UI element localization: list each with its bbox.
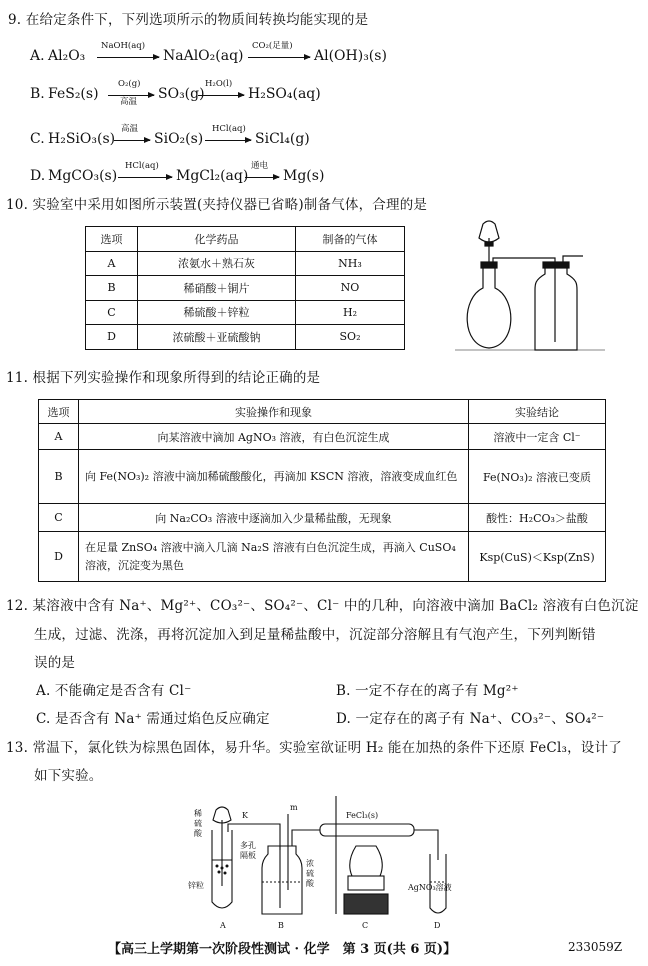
- q13-apparatus-figure: [180, 790, 480, 930]
- q11-cell: 溶液中一定含 Cl⁻: [469, 424, 606, 450]
- q9-b-letter: B.: [30, 86, 45, 102]
- label-porous2: 隔板: [240, 851, 256, 860]
- c-stand-base: [344, 894, 388, 914]
- label-fecl3: FeCl₃(s): [346, 811, 379, 820]
- q10-table-header: [86, 227, 405, 252]
- bottle-stopper: [543, 262, 569, 268]
- q10-cell: D: [86, 325, 138, 350]
- q10-h-reagents: 化学药品: [138, 227, 296, 252]
- q10-cell: 稀硝酸＋铜片: [138, 276, 296, 301]
- q10-cell: 稀硫酸＋锌粒: [138, 300, 296, 325]
- collection-bottle: [535, 264, 577, 350]
- label-b: B: [278, 921, 284, 930]
- q10-cell: C: [86, 300, 138, 325]
- q11-h-conclusion: 实验结论: [469, 400, 606, 424]
- q9-c-arrow2: [205, 140, 251, 141]
- q11-cell: Fe(NO₃)₂ 溶液已变质: [469, 450, 606, 504]
- q12-option-d: D. 一定存在的离子有 Na⁺、CO₃²⁻、SO₄²⁻: [336, 711, 605, 727]
- q10-cell: SO₂: [296, 325, 405, 350]
- table-row: [86, 325, 405, 350]
- q9-b-arrow1: [108, 95, 154, 96]
- q11-cell: 酸性：H₂CO₃＞盐酸: [469, 504, 606, 532]
- q11-cell: 在足量 ZnSO₄ 溶液中滴入几滴 Na₂S 溶液有白色沉淀生成，再滴入 CuSO₄ 溶液，沉淀变为黑色: [79, 532, 469, 582]
- q9-d-s1: MgCO₃(s): [48, 168, 118, 184]
- q11-table-header: [39, 400, 606, 424]
- q9-d-s2: MgCl₂(aq): [176, 168, 249, 184]
- label-d: D: [434, 921, 441, 930]
- q9-b-s3: H₂SO₄(aq): [248, 86, 321, 102]
- q9-b-s1: FeS₂(s): [48, 86, 99, 102]
- q11-cell: Ksp(CuS)＜Ksp(ZnS): [469, 532, 606, 582]
- c-to-d-tube: [414, 830, 438, 860]
- label-sulfuric: 硫: [194, 819, 202, 828]
- q10-apparatus-figure: [455, 218, 605, 358]
- label-m: m: [290, 803, 298, 812]
- round-flask: [467, 262, 511, 348]
- q9-d-c2: 通电: [251, 161, 269, 171]
- b-to-c-tube: [292, 830, 320, 846]
- label-acid: 酸: [194, 829, 202, 838]
- q9-a-arrow2: [248, 57, 310, 58]
- q9-c-letter: C.: [30, 131, 45, 147]
- q11-cell: 向 Fe(NO₃)₂ 溶液中滴加稀硫酸酸化，再滴加 KSCN 溶液，溶液变成血红色: [79, 450, 469, 504]
- table-row: [86, 251, 405, 276]
- q11-table: [38, 399, 606, 582]
- c-reaction-tube: [320, 824, 414, 836]
- paper-code: 233059Z: [568, 940, 623, 954]
- q9-d-arrow1: [118, 177, 172, 178]
- q9-a-s1: Al₂O₃: [48, 48, 86, 64]
- table-row: [86, 276, 405, 301]
- label-conc3: 酸: [306, 879, 314, 888]
- q12-stem-line3: 误的是: [34, 655, 76, 671]
- table-row: [86, 300, 405, 325]
- q9-b-c1: O₂(g): [118, 79, 141, 89]
- label-conc2: 硫: [306, 869, 314, 878]
- flask-stopper: [481, 262, 497, 268]
- b-bottle: [262, 846, 302, 914]
- q9-c-s1: H₂SiO₃(s): [48, 131, 116, 147]
- c-burner-flame: [350, 846, 383, 876]
- q9-a-arrow1: [97, 57, 159, 58]
- q10-cell: 浓硫酸＋亚硫酸钠: [138, 325, 296, 350]
- q9-c-arrow1: [114, 140, 150, 141]
- q10-h-gas: 制备的气体: [296, 227, 405, 252]
- q9-d-letter: D.: [30, 168, 46, 184]
- label-dilute: 稀: [194, 809, 202, 818]
- q9-a-c1: NaOH(aq): [101, 41, 146, 51]
- q9-d-c1: HCl(aq): [125, 161, 159, 171]
- q12-stem-line1: 12. 某溶液中含有 Na⁺、Mg²⁺、CO₃²⁻、SO₄²⁻、Cl⁻ 中的几种，向溶液中滴加 BaCl₂ 溶液有白色沉淀: [6, 598, 639, 614]
- q10-cell: NO: [296, 276, 405, 301]
- q9-c-c2: HCl(aq): [212, 124, 246, 134]
- q9-a-s2: NaAlO₂(aq): [163, 48, 244, 64]
- q10-table: [85, 226, 405, 350]
- q9-c-c1: 高温: [121, 124, 139, 134]
- q9-b-c2: H₂O(l): [205, 79, 233, 89]
- page-footer: 【高三上学期第一次阶段性测试 · 化学 第 3 页(共 6 页)】: [108, 942, 457, 957]
- q9-a-letter: A.: [30, 48, 45, 64]
- label-porous1: 多孔: [240, 841, 256, 850]
- q11-cell: A: [39, 424, 79, 450]
- q10-stem: 10. 实验室中采用如图所示装置(夹持仪器已省略)制备气体，合理的是: [6, 197, 428, 213]
- q11-cell: 向 Na₂CO₃ 溶液中逐滴加入少量稀盐酸，无现象: [79, 504, 469, 532]
- q9-a-s3: Al(OH)₃(s): [314, 48, 387, 64]
- table-row: [39, 504, 606, 532]
- label-c: C: [362, 921, 369, 930]
- q9-b-s2: SO₃(g): [158, 86, 205, 102]
- q9-stem: 9. 在给定条件下，下列选项所示的物质间转换均能实现的是: [8, 12, 369, 28]
- q9-a-c2: CO₂(足量): [252, 41, 293, 51]
- label-a: A: [220, 921, 226, 930]
- label-k: K: [242, 811, 248, 820]
- q11-cell: C: [39, 504, 79, 532]
- q12-option-a: A. 不能确定是否含有 Cl⁻: [36, 683, 192, 699]
- label-zinc: 锌粒: [188, 881, 204, 890]
- q12-option-b: B. 一定不存在的离子有 Mg²⁺: [336, 683, 519, 699]
- c-burner-base: [348, 876, 384, 890]
- q10-cell: H₂: [296, 300, 405, 325]
- q10-cell: A: [86, 251, 138, 276]
- q9-d-s3: Mg(s): [283, 168, 325, 184]
- q9-d-arrow2: [245, 177, 279, 178]
- q10-h-option: 选项: [86, 227, 138, 252]
- q10-cell: B: [86, 276, 138, 301]
- q13-stem-line2: 如下实验。: [34, 768, 103, 784]
- q11-h-operation: 实验操作和现象: [79, 400, 469, 424]
- q11-cell: D: [39, 532, 79, 582]
- q12-option-c: C. 是否含有 Na⁺ 需通过焰色反应确定: [36, 711, 270, 727]
- table-row: [39, 424, 606, 450]
- q11-cell: 向某溶液中滴加 AgNO₃ 溶液，有白色沉淀生成: [79, 424, 469, 450]
- q9-b-arrow2: [198, 95, 244, 96]
- q11-cell: B: [39, 450, 79, 504]
- q13-stem-line1: 13. 常温下，氯化铁为棕黑色固体，易升华。实验室欲证明 H₂ 能在加热的条件下还原 FeCl₃，设计了: [6, 740, 622, 756]
- q9-c-s2: SiO₂(s): [154, 131, 204, 147]
- q9-b-c1-bottom: 高温: [120, 97, 138, 107]
- q12-stem-line2: 生成，过滤、洗涤，再将沉淀加入到足量稀盐酸中，沉淀部分溶解且有气泡产生，下列判断错: [34, 627, 596, 643]
- label-agno3: AgNO₃溶液: [408, 883, 452, 892]
- table-row: [39, 450, 606, 504]
- q9-c-s3: SiCl₄(g): [255, 131, 310, 147]
- q10-cell: 浓氨水＋熟石灰: [138, 251, 296, 276]
- q11-stem: 11. 根据下列实验操作和现象所得到的结论正确的是: [6, 370, 321, 386]
- table-row: [39, 532, 606, 582]
- q11-h-option: 选项: [39, 400, 79, 424]
- q10-cell: NH₃: [296, 251, 405, 276]
- label-conc1: 浓: [306, 859, 314, 868]
- funnel-stopcock: [485, 242, 493, 246]
